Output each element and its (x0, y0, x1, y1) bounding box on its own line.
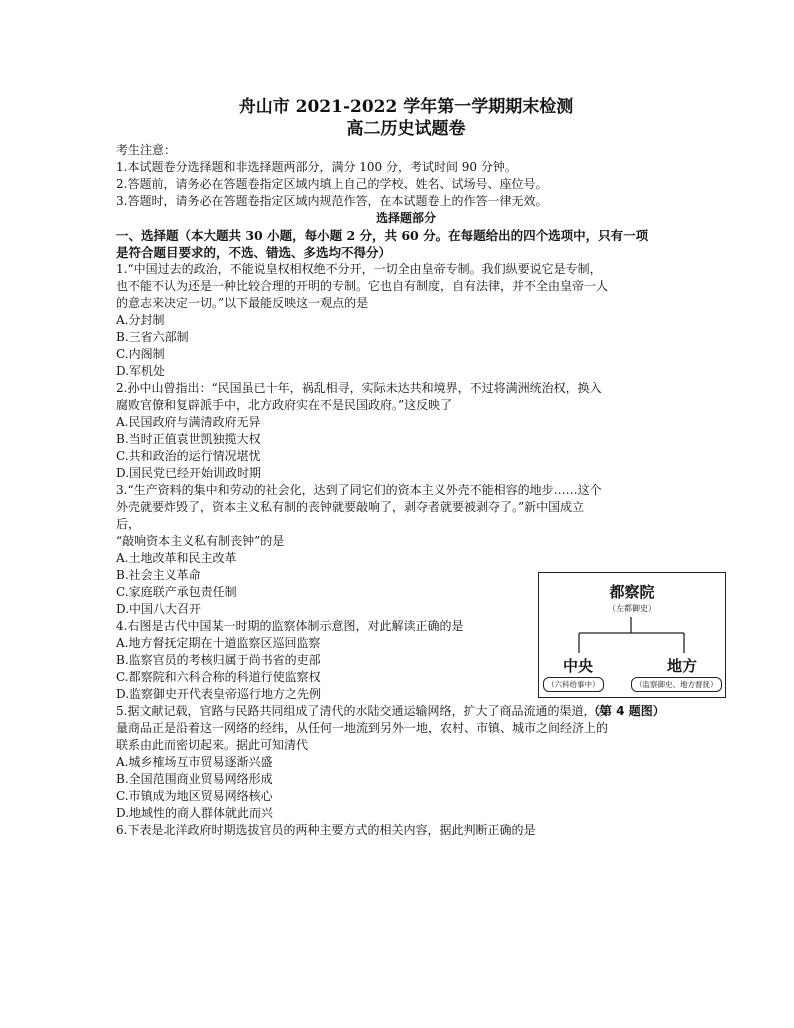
question-stem-line: 也不能不认为还是一种比较合理的开明的专制。它也自有制度，自有法律，并不全由皇帝一人 (116, 279, 609, 293)
option-a: A.地方督抚定期在十道监察区巡回监察 (116, 636, 321, 650)
diagram-node-right: 地方 (667, 657, 698, 675)
option-c: C.共和政治的运行情况堪忧 (116, 449, 261, 463)
diagram-node-top-sub: （左都御史） (608, 604, 656, 613)
option-c: C.市镇成为地区贸易网络核心 (116, 789, 273, 803)
exam-page (116, 96, 696, 839)
question-stem-line: 6.下表是北洋政府时期选拔官员的两种主要方式的相关内容，据此判断正确的是 (116, 823, 536, 837)
question-stem-line: 1.“中国过去的政治，不能说皇权相权绝不分开，一切全由皇帝专制。我们纵要说它是专制， (116, 262, 602, 276)
diagram-node-left: 中央 (563, 657, 594, 675)
option-b: B.三省六部制 (116, 330, 189, 344)
option-d: D.监察御史开代表皇帝巡行地方之先例 (116, 687, 322, 701)
question-stem-line: 5.据文献记载，官路与民路共同组成了清代的水陆交通运输网络，扩大了商品流通的渠道，大 (116, 704, 608, 718)
question-stem-line: 后， (116, 517, 141, 531)
option-b: B.当时正值袁世凯独揽大权 (116, 432, 261, 446)
question-1 (116, 261, 696, 380)
diagram-caption: （第 4 题图） (588, 704, 665, 718)
question-stem-line: 4.右图是古代中国某一时期的监察体制示意图，对此解读正确的是 (116, 619, 464, 633)
section-heading-line: 一、选择题（本大题共 30 小题，每小题 2 分，共 60 分。在每题给出的四个选项中，只有一项 (116, 228, 649, 243)
diagram-node-left-sub: （六科给事中） (543, 677, 604, 692)
question-5 (116, 703, 696, 822)
supervision-diagram (538, 572, 726, 698)
option-b: B.社会主义革命 (116, 568, 201, 582)
exam-title: 舟山市 2021-2022 学年第一学期期末检测 (238, 97, 574, 117)
option-d: D.地域性的商人群体就此而兴 (116, 806, 274, 820)
option-d: D.国民党已经开始训政时期 (116, 466, 262, 480)
option-a: A.城乡榷场互市贸易逐渐兴盛 (116, 755, 273, 769)
question-stem-line: “敲响资本主义私有制丧钟”的是 (116, 534, 285, 548)
question-stem-line: 联系由此而密切起来。据此可知清代 (116, 738, 309, 752)
option-b: B.监察官员的考核归属于尚书省的吏部 (116, 653, 321, 667)
question-stem-line: 3.“生产资料的集中和劳动的社会化，达到了同它们的资本主义外壳不能相容的地步……这个 (116, 483, 602, 497)
option-c: C.都察院和六科合称的科道行使监察权 (116, 670, 321, 684)
option-d: D.中国八大召开 (116, 602, 202, 616)
option-c: C.内阁制 (116, 347, 165, 361)
notice-heading: 考生注意： (116, 143, 177, 157)
question-stem-line: 的意志来决定一切。”以下最能反映这一观点的是 (116, 296, 369, 310)
option-a: A.民国政府与满清政府无异 (116, 415, 261, 429)
diagram-node-top: 都察院 (609, 583, 655, 601)
option-c: C.家庭联产承包责任制 (116, 585, 237, 599)
option-a: A.分封制 (116, 313, 165, 327)
question-stem-line: 2.孙中山曾指出：“民国虽已十年，祸乱相寻，实际未达共和境界，不过将满洲统治权，换入 (116, 381, 602, 395)
exam-subtitle: 高二历史试题卷 (346, 119, 466, 139)
notice-item: 1.本试题卷分选择题和非选择题两部分，满分 100 分，考试时间 90 分钟。 (116, 160, 517, 174)
option-a: A.土地改革和民主改革 (116, 551, 237, 565)
question-2 (116, 380, 696, 482)
part-title: 选择题部分 (375, 211, 436, 225)
question-6 (116, 822, 696, 839)
section-heading-line: 是符合题目要求的，不选、错选、多选均不得分） (116, 245, 392, 260)
question-stem-line: 腐败官僚和复辟派手中，北方政府实在不是民国政府。”这反映了 (116, 398, 453, 412)
notice-item: 2.答题前，请务必在答题卷指定区域内填上自己的学校、姓名、试场号、座位号。 (116, 177, 548, 191)
notice-item: 3.答题时，请务必在答题卷指定区域内规范作答，在本试题卷上的作答一律无效。 (116, 194, 548, 208)
question-stem-line: 量商品正是沿着这一网络的经纬，从任何一地流到另外一地，农村、市镇、城市之间经济上的 (116, 721, 609, 735)
diagram-node-right-sub: （监察御史、地方督抚） (631, 677, 722, 692)
option-b: B.全国范围商业贸易网络形成 (116, 772, 273, 786)
option-d: D.军机处 (116, 364, 166, 378)
question-stem-line: 外壳就要炸毁了，资本主义私有制的丧钟就要敲响了，剥夺者就要被剥夺了。”新中国成立 (116, 500, 585, 514)
